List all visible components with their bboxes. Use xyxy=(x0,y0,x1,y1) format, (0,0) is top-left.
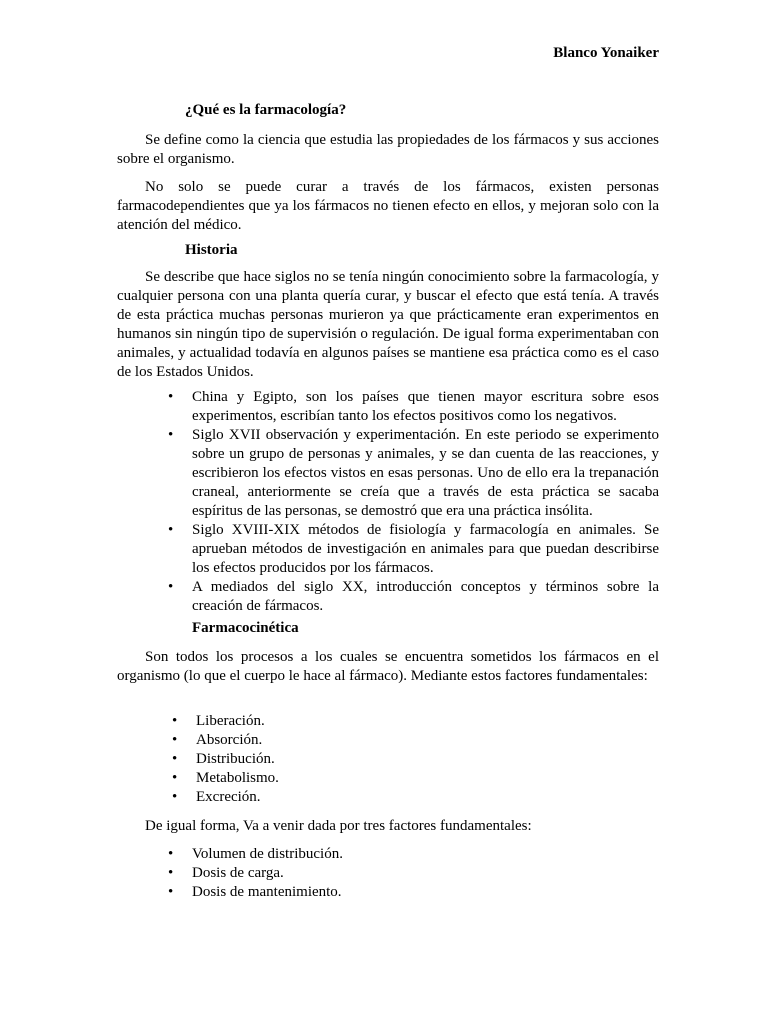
bullet-icon: • xyxy=(168,846,174,862)
list-item-text: Volumen de distribución. xyxy=(192,846,343,862)
section-title-farmacologia: ¿Qué es la farmacología? xyxy=(185,102,347,118)
bullet-icon: • xyxy=(168,884,174,900)
list-item xyxy=(168,845,492,864)
factores-list-2 xyxy=(168,845,492,902)
list-item-text: Liberación. xyxy=(196,713,265,729)
list-item xyxy=(168,578,659,616)
author-name: Blanco Yonaiker xyxy=(553,45,659,61)
list-item-text: Dosis de mantenimiento. xyxy=(192,884,342,900)
list-item xyxy=(168,426,659,521)
list-item xyxy=(172,712,496,731)
list-item xyxy=(168,864,492,883)
historia-list xyxy=(168,388,659,616)
bullet-icon: • xyxy=(168,522,174,538)
paragraph-tres-factores: De igual forma, Va a venir dada por tres factores fundamentales: xyxy=(145,818,532,834)
paragraph-farmacodependientes: No solo se puede curar a través de los fármacos, existen personas farmacodependientes que ya los fármacos no tienen efecto en ellos, y mejoran solo con la atención del médico. xyxy=(117,179,659,233)
paragraph-historia: Se describe que hace siglos no se tenía ningún conocimiento sobre la farmacología, y cualquier persona con una planta quería curar, y buscar el efecto que está tenía. A través de esta práctica muchas personas murieron ya que prácticamente eran experimentos en humanos sin ningún tipo de supervisión o regulación. De igual forma experimentaban con animales, y actualidad todavía en algunos países se mantiene esa práctica como es el caso de los Estados Unidos. xyxy=(117,269,659,380)
bullet-icon: • xyxy=(168,389,174,405)
list-item xyxy=(172,750,496,769)
list-item-text: Excreción. xyxy=(196,789,261,805)
section-title-historia: Historia xyxy=(185,242,238,258)
bullet-icon: • xyxy=(168,427,174,443)
list-item-text: China y Egipto, son los países que tienen mayor escritura sobre esos experimentos, escribían tanto los efectos positivos como los negativos. xyxy=(192,389,659,424)
list-item-text: Absorción. xyxy=(196,732,263,748)
list-item xyxy=(172,769,496,788)
list-item xyxy=(168,521,659,578)
paragraph-definition: Se define como la ciencia que estudia las propiedades de los fármacos y sus acciones sobre el organismo. xyxy=(117,132,659,167)
bullet-icon: • xyxy=(168,865,174,881)
bullet-icon: • xyxy=(172,713,178,729)
section-title-farmacocinetica: Farmacocinética xyxy=(192,620,299,636)
list-item xyxy=(172,731,496,750)
list-item-text: A mediados del siglo XX, introducción conceptos y términos sobre la creación de fármacos. xyxy=(192,579,659,614)
list-item-text: Dosis de carga. xyxy=(192,865,284,881)
bullet-icon: • xyxy=(172,789,178,805)
list-item xyxy=(168,388,659,426)
bullet-icon: • xyxy=(172,751,178,767)
paragraph-farmacocinetica: Son todos los procesos a los cuales se encuentra sometidos los fármacos en el organismo (lo que el cuerpo le hace al fármaco). Mediante estos factores fundamentales: xyxy=(117,649,659,684)
bullet-icon: • xyxy=(172,770,178,786)
factores-list xyxy=(172,712,496,807)
list-item-text: Metabolismo. xyxy=(196,770,279,786)
list-item xyxy=(168,883,492,902)
list-item-text: Siglo XVII observación y experimentación. En este periodo se experimento sobre un grupo de personas y animales, y se dan cuenta de las reacciones, y escribieron los efectos vistos en esas personas. Uno de ello era la trepanación craneal, anteriormente se creía que a través de esta práctica se sacaba espíritus de las personas, se demostró que era una práctica insólita. xyxy=(192,427,659,519)
list-item-text: Distribución. xyxy=(196,751,275,767)
bullet-icon: • xyxy=(168,579,174,595)
list-item xyxy=(172,788,496,807)
bullet-icon: • xyxy=(172,732,178,748)
list-item-text: Siglo XVIII-XIX métodos de fisiología y farmacología en animales. Se aprueban métodos de investigación en animales para que puedan describirse los efectos producidos por los fármacos. xyxy=(192,522,659,576)
